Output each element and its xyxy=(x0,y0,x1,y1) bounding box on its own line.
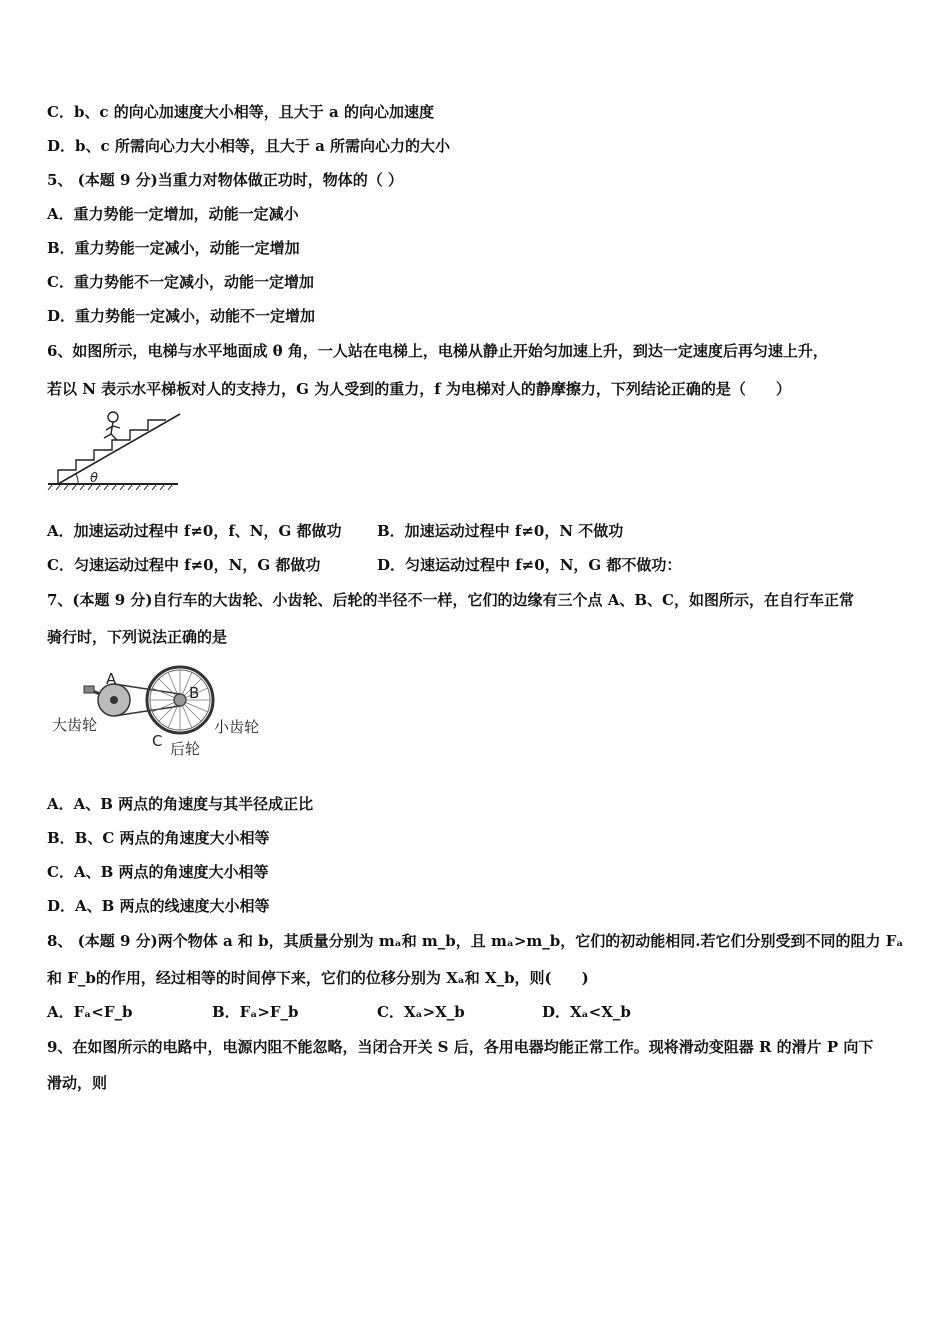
point-b-label: B xyxy=(189,684,200,702)
q6-stem-line2: 若以 N 表示水平梯板对人的支持力，G 为人受到的重力，f 为电梯对人的静摩擦力，下列结论正确的是（ ） xyxy=(47,380,791,398)
small-gear-label: 小齿轮 xyxy=(214,718,260,736)
q7-stem-line1: 7、(本题 9 分)自行车的大齿轮、小齿轮、后轮的半径不一样，它们的边缘有三个点 A、B、C，如图所示，在自行车正常 xyxy=(47,591,854,609)
q5-option-d: D．重力势能一定减小，动能不一定增加 xyxy=(47,307,316,325)
q7-option-c: C．A、B 两点的角速度大小相等 xyxy=(47,863,269,881)
q4-option-c: C．b、c 的向心加速度大小相等，且大于 a 的向心加速度 xyxy=(47,103,434,121)
small-gear xyxy=(174,694,186,706)
q7-option-a: A．A、B 两点的角速度与其半径成正比 xyxy=(47,795,314,813)
q7-option-b: B．B、C 两点的角速度大小相等 xyxy=(47,829,270,847)
q5-option-b: B．重力势能一定减小，动能一定增加 xyxy=(47,239,300,257)
q8-option-d: D．Xₐ<X_b xyxy=(542,1003,631,1021)
q5-stem: 5、 (本题 9 分)当重力对物体做正功时，物体的（ ） xyxy=(47,171,403,189)
q6-option-d: D．匀速运动过程中 f≠0，N，G 都不做功： xyxy=(377,556,682,574)
q6-stem-line1: 6、如图所示，电梯与水平地面成 θ 角，一人站在电梯上，电梯从静止开始匀加速上升，到达一定速度后再匀速上升， xyxy=(47,342,828,360)
q6-option-a: A．加速运动过程中 f≠0，f、N，G 都做功 xyxy=(47,522,342,540)
q6-option-b: B．加速运动过程中 f≠0，N 不做功 xyxy=(377,522,624,540)
q7-option-d: D．A、B 两点的线速度大小相等 xyxy=(47,897,270,915)
q8-option-a: A．Fₐ<F_b xyxy=(47,1003,133,1021)
point-c-label: C xyxy=(152,732,163,750)
q8-option-b: B．Fₐ>F_b xyxy=(212,1003,299,1021)
q8-option-c: C．Xₐ>X_b xyxy=(377,1003,465,1021)
point-a-label: A xyxy=(106,670,117,688)
person-head xyxy=(108,412,118,422)
q6-option-c: C．匀速运动过程中 f≠0，N，G 都做功 xyxy=(47,556,321,574)
rear-wheel-label: 后轮 xyxy=(170,740,201,758)
big-gear-label: 大齿轮 xyxy=(52,716,98,734)
bicycle-gear-figure xyxy=(46,660,276,760)
q9-stem-line1: 9、在如图所示的电路中，电源内阻不能忽略，当闭合开关 S 后，各用电器均能正常工作。现将滑动变阻器 R 的滑片 P 向下 xyxy=(47,1038,874,1056)
q8-stem-line2: 和 F_b的作用，经过相等的时间停下来，它们的位移分别为 Xₐ和 X_b，则( ) xyxy=(47,969,589,987)
angle-theta-label: θ xyxy=(90,471,98,486)
q8-stem-line1: 8、 (本题 9 分)两个物体 a 和 b，其质量分别为 mₐ和 m_b，且 mₐ>m_b，它们的初动能相同.若它们分别受到不同的阻力 Fₐ xyxy=(47,932,904,950)
q7-stem-line2: 骑行时，下列说法正确的是 xyxy=(47,628,228,646)
q9-stem-line2: 滑动，则 xyxy=(47,1074,108,1092)
q5-option-c: C．重力势能不一定减小，动能一定增加 xyxy=(47,273,314,291)
escalator-figure xyxy=(44,408,184,494)
q5-option-a: A．重力势能一定增加，动能一定减小 xyxy=(47,205,299,223)
q4-option-d: D．b、c 所需向心力大小相等，且大于 a 所需向心力的大小 xyxy=(47,137,451,155)
